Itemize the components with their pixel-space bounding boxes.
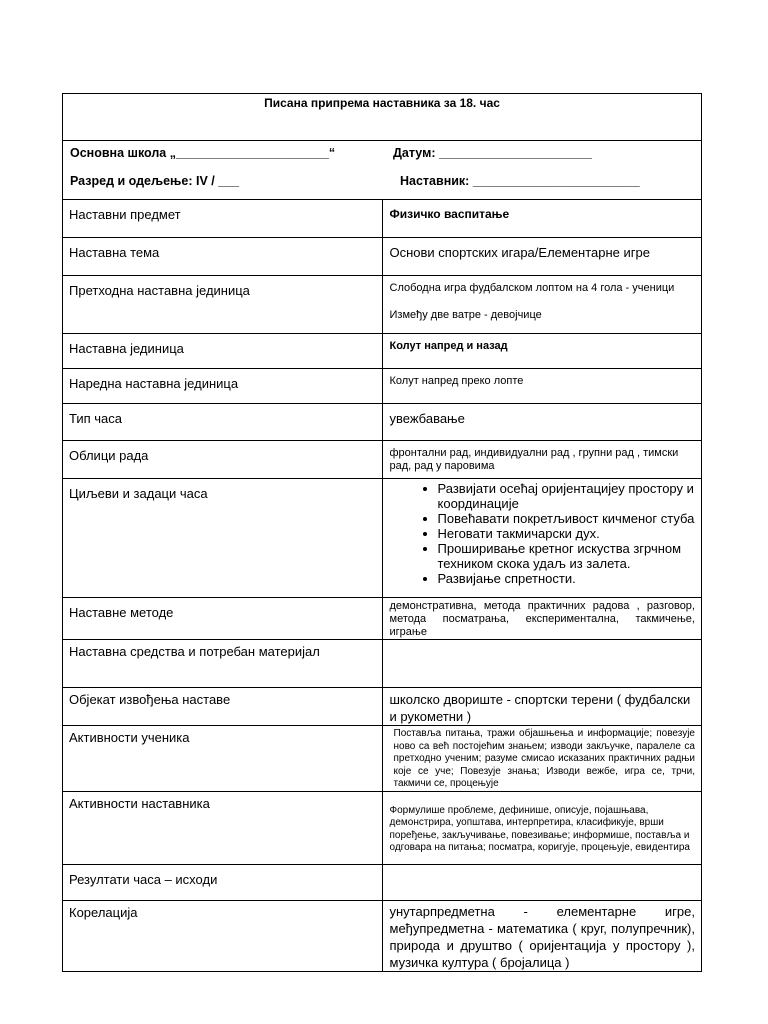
row-label: Активности наставника (63, 791, 383, 864)
previous-unit-line-2: Између две ватре - девојчице (389, 309, 542, 321)
row-value (382, 276, 702, 334)
row-label: Резултати часа – исходи (63, 864, 383, 900)
row-label: Наредна наставна јединица (63, 369, 383, 404)
table-row (63, 791, 702, 864)
table-row (63, 200, 702, 238)
table-row (63, 864, 702, 900)
document-title: Писана припрема наставника за 18. час (63, 94, 702, 141)
row-value: фронтални рад, индивидуални рад , групни рад , тимски рад, рад у паровима (382, 441, 702, 479)
row-label: Активности ученика (63, 726, 383, 792)
row-value: Формулише проблеме, дефинише, описује, појашњава, демонстрира, уопштава, интерпретира, класификује, врши поређење, закључивање, повезивање; информише, поставља и одговара на питања; посматра, коригује, процењује, евидентира (382, 791, 702, 864)
title-row (63, 94, 702, 141)
teacher-field: Наставник: ________________________ (400, 174, 640, 188)
row-label: Циљеви и задаци часа (63, 479, 383, 598)
row-label: Наставни предмет (63, 200, 383, 238)
list-item: • Развијати осећај оријентацијеу простору и координације (438, 481, 696, 511)
row-label: Објекат извођења наставе (63, 688, 383, 726)
row-value: демонстративна, метода практичних радова , разговор, метода посматрања, експериментална, такмичење, играње (382, 598, 702, 640)
row-label: Наставне методе (63, 598, 383, 640)
row-value: Физичко васпитање (382, 200, 702, 238)
row-value: Основи спортских игара/Елементарне игре (382, 238, 702, 276)
row-value: увежбавање (382, 404, 702, 441)
row-label: Наставна јединица (63, 334, 383, 369)
table-row (63, 900, 702, 971)
row-value: школско двориште - спортски терени ( фудбалски и рукометни ) (382, 688, 702, 726)
table-row (63, 334, 702, 369)
row-label: Претходна наставна јединица (63, 276, 383, 334)
table-row (63, 238, 702, 276)
table-row (63, 479, 702, 598)
table-row (63, 369, 702, 404)
grade-field: Разред и одељење: IV / ___ (70, 174, 240, 188)
table-row (63, 726, 702, 792)
table-row (63, 276, 702, 334)
table-row (63, 598, 702, 640)
table-row (63, 688, 702, 726)
table-row (63, 441, 702, 479)
goals-list (390, 481, 696, 586)
row-label: Корелација (63, 900, 383, 971)
row-value: Колут напред и назад (382, 334, 702, 369)
row-value (382, 864, 702, 900)
row-value (382, 479, 702, 598)
list-item: • Развијање спретности. (438, 571, 696, 586)
info-cell (63, 141, 702, 200)
row-value: унутарпредметна - елементарне игре, међупредметна - математика ( круг, полупречник), природа и друштво ( оријентација у простору ), музичка култура ( бројалица ) (382, 900, 702, 971)
list-item: • Повећавати покретљивост кичменог стуба (438, 511, 696, 526)
row-label: Наставна средства и потребан материјал (63, 640, 383, 688)
row-label: Наставна тема (63, 238, 383, 276)
previous-unit-line-1: Слободна игра фудбалском лоптом на 4 гола - ученици (389, 282, 675, 294)
date-field: Датум: ______________________ (393, 146, 592, 160)
lesson-plan-document (62, 93, 702, 972)
info-row (63, 141, 702, 200)
table-row (63, 404, 702, 441)
row-label: Облици рада (63, 441, 383, 479)
row-value: Колут напред преко лопте (382, 369, 702, 404)
row-value (382, 640, 702, 688)
row-value: Поставља питања, тражи објашњења и информације; повезује ново са већ постојећим знањем; изводи закључке, паралеле са претходно ученим; разуме смисао исказаних практичних радњи које се уче; Повезује знања; Изводи вежбе, игра се, трчи, такмичи се, процењује (382, 726, 702, 792)
list-item: • Неговати такмичарски дух. (438, 526, 696, 541)
school-field: Основна школа „______________________“ (70, 146, 336, 160)
lesson-plan-table (62, 93, 702, 972)
table-row (63, 640, 702, 688)
row-label: Тип часа (63, 404, 383, 441)
list-item: • Проширивање кретног искуства згрчном техником скока удаљ из залета. (438, 541, 696, 571)
